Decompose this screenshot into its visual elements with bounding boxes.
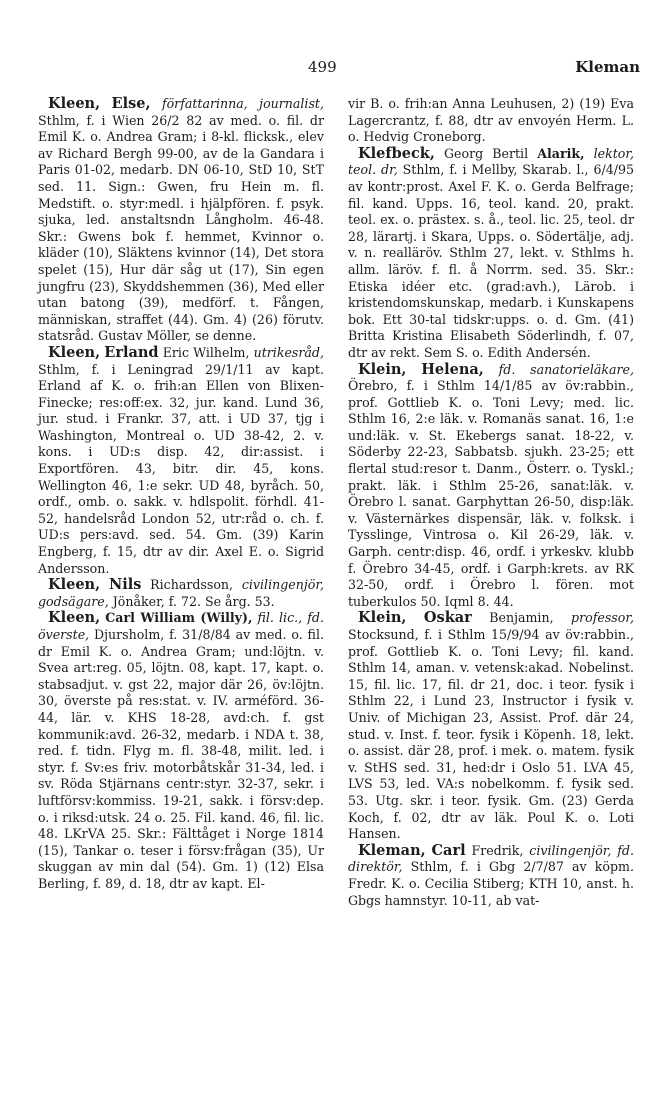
entry-given-bold: Alarik, xyxy=(537,145,585,161)
entry-kleen-nils xyxy=(38,577,324,610)
entry-klefbeck-alarik xyxy=(348,146,634,362)
entry-surname: Kleen, xyxy=(48,576,101,594)
entry-title: professor, xyxy=(571,610,634,626)
entry-given-rest: Benjamin, xyxy=(471,610,554,626)
entry-klein-oskar xyxy=(348,610,634,842)
entry-title: utrikesråd, xyxy=(253,344,324,360)
entry-given-name: Erland xyxy=(104,343,159,361)
entry-given-name: Else, xyxy=(111,95,151,112)
entry-surname: Klefbeck, xyxy=(358,144,435,162)
entry-given-rest: Georg Bertil xyxy=(434,145,538,161)
entry-kleen-willy xyxy=(38,610,324,892)
entry-given-name: Oskar xyxy=(423,609,472,627)
continued-text: vir B. o. frih:an Anna Leuhusen, 2) (19) Eva Lagercrantz, f. 88, dtr av envoyén Herm. L. o. Hedvig Croneborg. xyxy=(348,96,634,145)
entry-text: Sthlm, f. i Gbg 2/7/87 av köpm. Fredr. K. o. Cecilia Stiberg; KTH 10, anst. h. Gbgs hamnstyr. 10-11, ab vat- xyxy=(348,859,634,908)
entry-surname: Kleman, xyxy=(358,841,426,859)
running-head: Kleman xyxy=(575,58,640,76)
entry-klein-helena xyxy=(348,362,634,611)
entry-text: Sthlm, f. i Wien 26/2 82 av med. o. fil. dr Emil K. o. Andrea Gram; i 8-kl. flicksk., elev av Richard Bergh 99-00, av de la Gandara i Paris 01-02, medarb. DN 06-10, StD 10, StT sed. 11. Sign.: Gwen, fru Hein m. fl. Medstift. o. styr:medl. i hjälpfören. f. psyk. sjuka, led. anstaltsndn Långholm. 46-48. Skr.: Gwens bok f. hemmet, Kvinnor o. kläder (10), Släktens kvinnor (14), Det stora spelet (15), Hur där såg ut (17), Sin egen jungfru (23), Skyddshemmen (36), Med eller utan batong (39), medförf. t. Fången, människan, straffet (44). Gm. 4) (26) förutv. statsråd. Gustav Möller, se denne. xyxy=(38,112,324,344)
entry-text: Örebro, f. i Sthlm 14/1/85 av öv:rabbin., prof. Gottlieb K. o. Toni Levy; med. lic. Sthlm 16, 2:e läk. v. Romanäs sanat. 16, 1:e und:läk. v. St. Ekebergs sanat. 18-22, v. Söderby 22-23, Sabbatsb. sjukh. 23-25; ett flertal stud:resor t. Danm., Österr. o. Tyskl.; prakt. läk. i Sthlm 25-26, sanat:läk. v. Örebro l. sanat. Garphyttan 26-50, disp:läk. v. Västernärkes dispensär, läk. v. folksk. i Tysslinge, Vintrosa o. Kil 26-29, läk. v. Garph. centr:disp. 46, ordf. i yrkeskv. klubb f. Örebro 34-45, ordf. i Garph:krets. av RK 32-50, ordf. i Örebro l. fören. mot tuberkulos 50. Iqml 8. 44. xyxy=(348,378,634,609)
entry-surname: Kleen, xyxy=(48,95,101,112)
entry-given-rest: Richardsson, xyxy=(141,577,234,593)
entry-kleen-else xyxy=(38,96,324,345)
entry-surname: Kleen, xyxy=(48,609,101,627)
entry-text: Sthlm, f. i Leningrad 29/1/11 av kapt. Erland af K. o. frih:an Ellen von Blixen-Finecke; res:off:ex. 32, jur. kand. Lund 36, jur. stud. i Frankr. 37, att. i UD 37, tjg i Washington, Montreal o. UD 38-42, 2. v. kons. i UD:s disp. 42, dir:assist. i Exportfören. 43, bitr. dir. 45, kons. Wellington 46, 1:e sekr. UD 48, byråch. 50, ordf., omb. o. sakk. v. hdlspolit. förhdl. 41-52, handelsråd London 52, utr:råd o. ch. f. UD:s pers:avd. sed. 54. Gm. (39) Karin Engberg, f. 15, dtr av dir. Axel E. o. Sigrid Andersson. xyxy=(38,361,324,576)
entry-text: Stocksund, f. i Sthlm 15/9/94 av öv:rabbin., prof. Gottlieb K. o. Toni Levy; fil. kand. Sthlm 14, aman. v. vetensk:akad. Nobelinst. 15, fil. lic. 17, fil. dr 21, doc. i teor. fysik i Sthlm 22, i Lund 23, Instructor i fysik v. Univ. of Michigan 23, Assist. Prof. där 24, stud. v. Inst. f. teor. fysik i Köpenh. 18, lekt. o. assist. där 28, prof. i mek. o. matem. fysik v. StHS sed. 31, hed:dr i Oslo 51. LVA 45, LVS 53, led. VA:s nobelkomm. f. fysik sed. 53. Utg. skr. i teor. fysik. Gm. (23) Gerda Koch, f. 02, dtr av läk. Poul K. o. Loti Hansen. xyxy=(348,627,634,842)
entry-given-name: Carl xyxy=(431,841,466,859)
entry-kleen-erland xyxy=(38,345,324,577)
entry-given-name: Helena, xyxy=(421,360,484,378)
entry-title: civilingenjör, godsägare, xyxy=(38,577,324,609)
entry-kleman-carl xyxy=(348,843,634,909)
entry-given-rest: Fredrik, xyxy=(465,842,524,858)
entry-given-name: Nils xyxy=(108,576,142,594)
left-column xyxy=(38,96,324,893)
entry-title: lektor, teol. dr, xyxy=(348,145,634,178)
page-header xyxy=(0,58,672,84)
entry-text: Djursholm, f. 31/8/84 av med. o. fil. dr Emil K. o. Andrea Gram; und:löjtn. v. Svea art:reg. 05, löjtn. 08, kapt. 17, kapt. o. stabsadjut. v. gst 22, major där 26, öv:löjtn. 30, överste på res:stat. v. IV. arméförd. 36-44, lär. v. KHS 18-28, avd:ch. f. gst kommunik:avd. 26-32, medarb. i NDA t. 38, red. f. tidn. Flyg m. fl. 38-48, milit. led. i styr. f. Sv:es friv. motorbåtskår 31-34, led. i sv. Röda Stjärnans centr:styr. 32-37, sekr. i luftförsv:kommiss. 19-21, sakk. i försv:dep. o. i riksd:utsk. 24 o. 25. Fil. kand. 46, fil. lic. 48. LKrVA 25. Skr.: Fälttåget i Norge 1814 (15), Tankar o. teser i försv:frågan (35), Ur skuggan av min dal (54). Gm. 1) (12) Elsa Berling, f. 89, d. 18, dtr av kapt. El- xyxy=(38,627,324,891)
entry-title: civilingenjör, fd. direktör, xyxy=(348,842,634,875)
entry-title: fd. sanatorieläkare, xyxy=(498,361,634,377)
entry-text: Jönåker, f. 72. Se årg. 53. xyxy=(108,593,275,609)
right-column xyxy=(348,96,634,909)
entry-surname: Kleen, xyxy=(48,343,101,361)
entry-surname: Klein, xyxy=(358,609,407,627)
page-number: 499 xyxy=(308,58,337,76)
entry-title: författarinna, journalist, xyxy=(161,96,324,111)
entry-title: fil. lic., fd. överste, xyxy=(38,610,324,642)
entry-given-rest: Eric Wilhelm, xyxy=(158,344,250,360)
entry-given-name: Carl William (Willy), xyxy=(105,610,253,626)
entry-text: Sthlm, f. i Mellby, Skarab. l., 6/4/95 av kontr:prost. Axel F. K. o. Gerda Belfrage; fil. kand. Upps. 16, teol. kand. 20, prakt. teol. ex. o. prästex. s. å., teol. lic. 25, teol. dr 28, lärartj. i Skara, Upps. o. Södertälje, adj. v. n. realläröv. Sthlm 27, lekt. v. Sthlms h. allm. läröv. f. fl. å Norrm. sed. 35. Skr.: Etiska idéer etc. (grad:avh.), Lärob. i kristendomskunskap, medarb. i Kunskapens bok. Ett 30-tal tidskr:upps. o. d. Gm. (41) Britta Kristina Elisabeth Söderlindh, f. 07, dtr av rekt. Sem S. o. Edith Andersén. xyxy=(348,162,634,360)
entry-surname: Klein, xyxy=(358,360,407,378)
